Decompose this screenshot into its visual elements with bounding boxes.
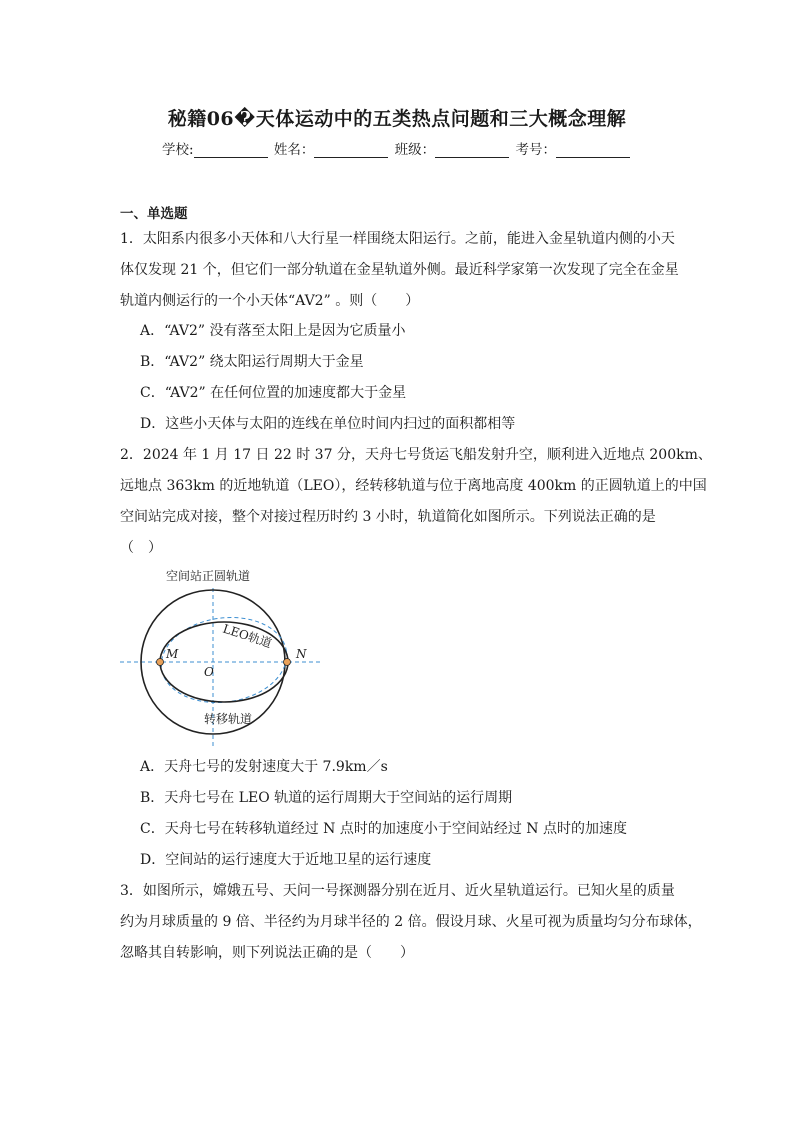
document-title: 秘籍06�天体运动中的五类热点问题和三大概念理解 <box>167 108 627 130</box>
exam-no-blank[interactable] <box>556 143 630 158</box>
point-n <box>284 659 291 666</box>
q2-stem-line: 2．2024 年 1 月 17 日 22 时 37 分，天舟七号货运飞船发射升空，顺利进入近地点 200km、 <box>120 447 712 463</box>
q1-option-b: B．“AV2” 绕太阳运行周期大于金星 <box>140 354 364 370</box>
school-label: 学校: <box>162 142 194 158</box>
q1-option-d: D．这些小天体与太阳的连线在单位时间内扫过的面积都相等 <box>140 416 516 432</box>
student-info-row <box>0 138 794 158</box>
label-n: N <box>296 647 307 661</box>
q1-stem-line: 体仅发现 21 个，但它们一部分轨道在金星轨道外侧。最近科学家第一次发现了完全在金星 <box>120 262 679 278</box>
label-m: M <box>166 647 179 661</box>
section-heading: 一、单选题 <box>120 206 188 222</box>
q1-option-a: A．“AV2” 没有落至太阳上是因为它质量小 <box>140 323 406 339</box>
label-o: O <box>204 665 214 679</box>
q1-stem-line: 轨道内侧运行的一个小天体“AV2” 。则（ ） <box>120 293 420 309</box>
name-label: 姓名： <box>273 142 315 158</box>
class-blank[interactable] <box>435 143 509 158</box>
label-transfer-orbit: 转移轨道 <box>204 712 253 726</box>
class-label: 班级： <box>394 142 436 158</box>
label-station-orbit: 空间站正圆轨道 <box>166 569 251 583</box>
q1-option-c: C．“AV2” 在任何位置的加速度都大于金星 <box>140 385 407 401</box>
q2-stem-line: 远地点 363km 的近地轨道（LEO），经转移轨道与位于离地高度 400km 的正圆轨道上的中国 <box>120 478 707 494</box>
q1-stem-line: 1．太阳系内很多小天体和八大行星一样围绕太阳运行。之前，能进入金星轨道内侧的小天 <box>120 231 675 247</box>
school-blank[interactable] <box>194 143 268 158</box>
q2-option-c: C．天舟七号在转移轨道经过 N 点时的加速度小于空间站经过 N 点时的加速度 <box>140 821 628 837</box>
q2-option-d: D．空间站的运行速度大于近地卫星的运行速度 <box>140 852 432 868</box>
exam-no-label: 考号： <box>515 142 556 158</box>
label-leo-orbit: LEO轨道 <box>221 621 274 651</box>
q3-stem-line: 3．如图所示，嫦娥五号、天问一号探测器分别在近月、近火星轨道运行。已知火星的质量 <box>120 883 675 899</box>
q2-option-a: A．天舟七号的发射速度大于 7.9km／s <box>140 759 388 775</box>
q3-stem-line: 忽略其自转影响，则下列说法正确的是（ ） <box>120 945 414 961</box>
orbit-diagram <box>110 560 330 755</box>
name-blank[interactable] <box>314 143 388 158</box>
q3-stem-line: 约为月球质量的 9 倍、半径约为月球半径的 2 倍。假设月球、火星可视为质量均匀分布球体， <box>120 914 702 930</box>
point-m <box>157 659 164 666</box>
q2-answer-paren: （ ） <box>120 540 162 556</box>
q2-stem-line: 空间站完成对接，整个对接过程历时约 3 小时，轨道简化如图所示。下列说法正确的是 <box>120 509 656 525</box>
q2-option-b: B．天舟七号在 LEO 轨道的运行周期大于空间站的运行周期 <box>140 790 513 806</box>
